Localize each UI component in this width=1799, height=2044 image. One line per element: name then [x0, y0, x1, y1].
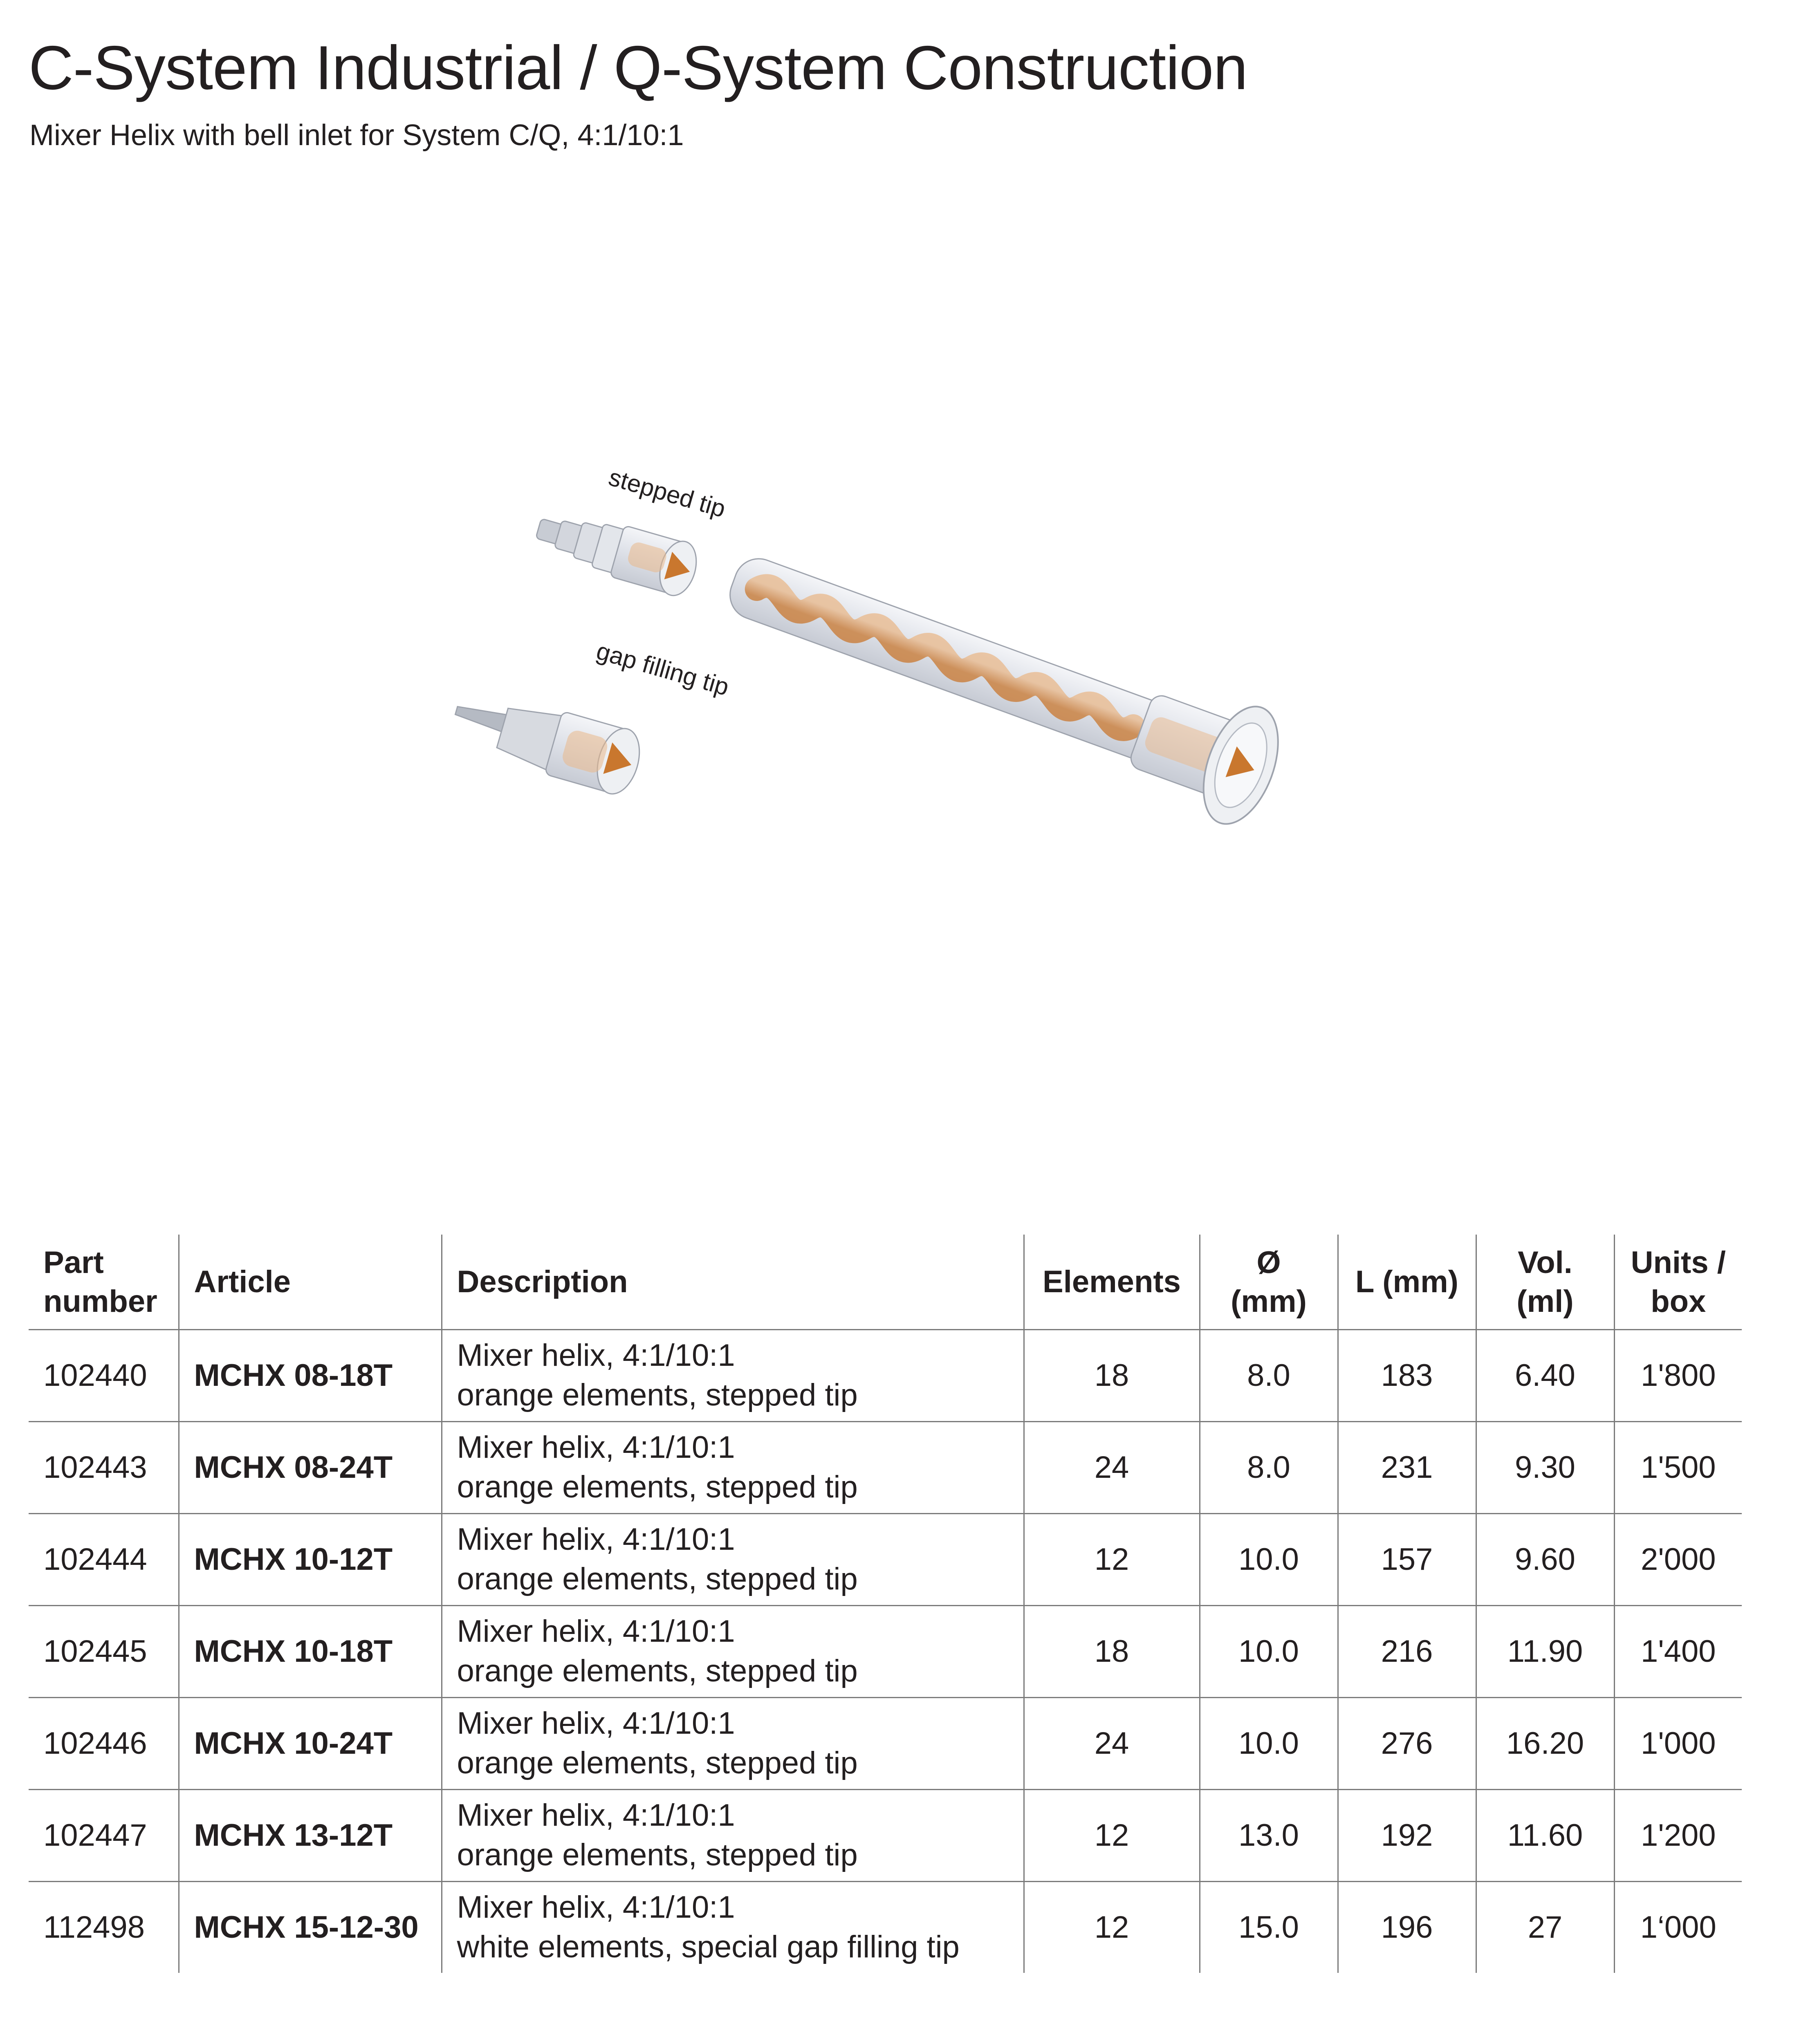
length-cell: 196 [1338, 1882, 1476, 1973]
gap-filling-tip-callout: gap filling tip [593, 637, 732, 701]
article-cell: MCHX 15-12-30 [179, 1882, 442, 1973]
header-elements: Elements [1024, 1235, 1200, 1330]
header-units-per-box: Units / box [1614, 1235, 1742, 1330]
length-cell: 192 [1338, 1790, 1476, 1882]
table-row [29, 1882, 1742, 1973]
units-cell: 1'200 [1614, 1790, 1742, 1882]
part-number-cell: 102443 [29, 1422, 179, 1514]
units-cell: 1'500 [1614, 1422, 1742, 1514]
stepped-tip-part [531, 502, 702, 600]
units-cell: 1‘000 [1614, 1882, 1742, 1973]
description-cell: Mixer helix, 4:1/10:1 orange elements, stepped tip [442, 1330, 1024, 1422]
table-row [29, 1422, 1742, 1514]
volume-cell: 27 [1476, 1882, 1614, 1973]
table-row [29, 1514, 1742, 1606]
description-cell: Mixer helix, 4:1/10:1 white elements, special gap filling tip [442, 1882, 1024, 1973]
volume-cell: 9.30 [1476, 1422, 1614, 1514]
part-number-cell: 102445 [29, 1606, 179, 1698]
description-cell: Mixer helix, 4:1/10:1 orange elements, stepped tip [442, 1698, 1024, 1790]
elements-cell: 12 [1024, 1514, 1200, 1606]
page-title: C-System Industrial / Q-System Construction [29, 33, 1247, 103]
header-part-number: Part number [29, 1235, 179, 1330]
volume-cell: 11.60 [1476, 1790, 1614, 1882]
elements-cell: 12 [1024, 1882, 1200, 1973]
article-cell: MCHX 10-18T [179, 1606, 442, 1698]
header-volume: Vol. (ml) [1476, 1235, 1614, 1330]
header-diameter: Ø (mm) [1200, 1235, 1338, 1330]
part-number-cell: 112498 [43, 1910, 145, 1945]
diameter-cell: 15.0 [1200, 1882, 1338, 1973]
diameter-cell: 10.0 [1200, 1698, 1338, 1790]
description-cell: Mixer helix, 4:1/10:1 orange elements, stepped tip [442, 1790, 1024, 1882]
mixer-helix-product-image [450, 429, 1513, 920]
elements-cell: 12 [1024, 1790, 1200, 1882]
header-description: Description [442, 1235, 1024, 1330]
table-row [29, 1790, 1742, 1882]
volume-cell: 6.40 [1476, 1330, 1614, 1422]
elements-cell: 24 [1024, 1422, 1200, 1514]
diameter-cell: 10.0 [1200, 1514, 1338, 1606]
length-cell: 183 [1338, 1330, 1476, 1422]
elements-cell: 24 [1024, 1698, 1200, 1790]
units-cell: 1'800 [1614, 1330, 1742, 1422]
part-number-cell: 102447 [29, 1790, 179, 1882]
diameter-cell: 10.0 [1200, 1606, 1338, 1698]
description-cell: Mixer helix, 4:1/10:1 orange elements, stepped tip [442, 1606, 1024, 1698]
mixer-tube-part [713, 523, 1292, 834]
units-cell: 2'000 [1614, 1514, 1742, 1606]
part-number-cell: 102440 [29, 1330, 179, 1422]
header-length: L (mm) [1338, 1235, 1476, 1330]
volume-cell: 16.20 [1476, 1698, 1614, 1790]
header-article: Article [179, 1235, 442, 1330]
table-row [29, 1698, 1742, 1790]
volume-cell: 9.60 [1476, 1514, 1614, 1606]
length-cell: 216 [1338, 1606, 1476, 1698]
elements-cell: 18 [1024, 1330, 1200, 1422]
length-cell: 276 [1338, 1698, 1476, 1790]
diameter-cell: 8.0 [1200, 1330, 1338, 1422]
diameter-cell: 13.0 [1200, 1790, 1338, 1882]
article-cell: MCHX 10-12T [179, 1514, 442, 1606]
length-cell: 231 [1338, 1422, 1476, 1514]
units-cell: 1'000 [1614, 1698, 1742, 1790]
table-row [29, 1330, 1742, 1422]
length-cell: 157 [1338, 1514, 1476, 1606]
article-cell: MCHX 08-18T [179, 1330, 442, 1422]
table-row [29, 1606, 1742, 1698]
diameter-cell: 8.0 [1200, 1422, 1338, 1514]
description-cell: Mixer helix, 4:1/10:1 orange elements, stepped tip [442, 1422, 1024, 1514]
gap-filling-tip-part [450, 682, 646, 799]
description-cell: Mixer helix, 4:1/10:1 orange elements, stepped tip [442, 1514, 1024, 1606]
article-cell: MCHX 08-24T [179, 1422, 442, 1514]
stepped-tip-callout: stepped tip [606, 463, 729, 523]
table-header-row [29, 1235, 1742, 1330]
volume-cell: 11.90 [1476, 1606, 1614, 1698]
article-cell: MCHX 13-12T [179, 1790, 442, 1882]
product-spec-table [29, 1235, 1742, 1973]
units-cell: 1'400 [1614, 1606, 1742, 1698]
part-number-cell: 102446 [29, 1698, 179, 1790]
page-subtitle: Mixer Helix with bell inlet for System C/Q, 4:1/10:1 [29, 119, 684, 152]
elements-cell: 18 [1024, 1606, 1200, 1698]
article-cell: MCHX 10-24T [179, 1698, 442, 1790]
part-number-cell: 102444 [29, 1514, 179, 1606]
